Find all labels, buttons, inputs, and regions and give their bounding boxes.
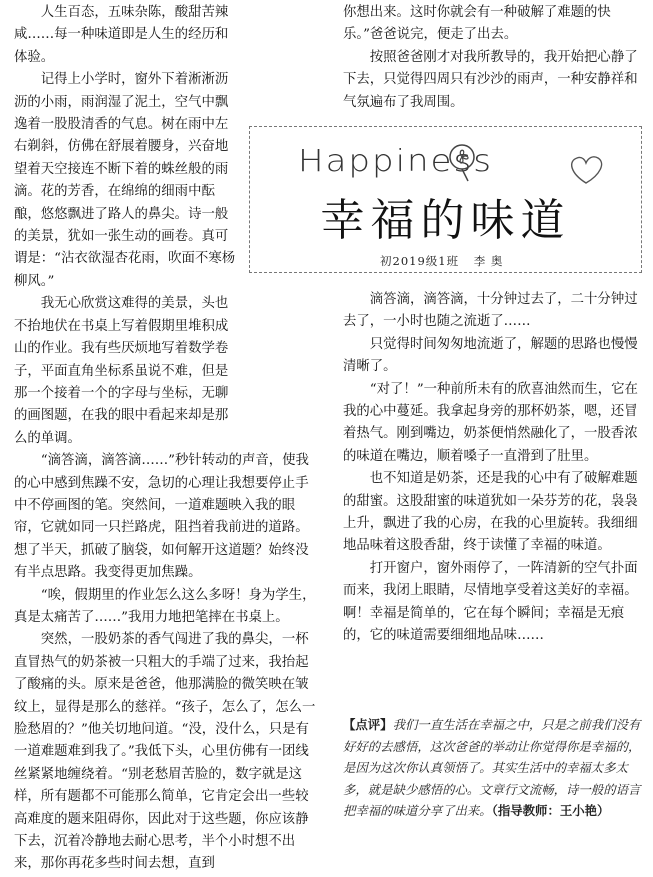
paragraph-10: “对了！”一种前所未有的欣喜油然而生，它在我的心中蔓延。我拿起身旁的那杯奶茶，嗯，还冒着热气。刚到嘴边，奶茶便悄然融化了，一股香浓的味道在嘴边，顺着嗓子一直滑到了肚里。 xyxy=(343,381,638,464)
right-column-main xyxy=(343,289,643,648)
comment-text: 我们一直生活在幸福之中，只是之前我们没有好好的去感悟，这次爸爸的举动让你觉得你是幸福的，是因为这次你认真领悟了。其实生活中的幸福太多太多，就是缺少感悟的心。文章行文流畅，诗一般的语言把幸福的味道分享了出来。 xyxy=(343,717,641,819)
byline xyxy=(380,253,513,269)
paragraph-8: 滴答滴，滴答滴，十分钟过去了，二十分钟过去了，一小时也随之流逝了…… xyxy=(343,292,638,330)
paragraph-continuation: 你想出来。这时你就会有一种破解了难题的快乐。”爸爸说完，便走了出去。 xyxy=(343,5,611,43)
heart-icon xyxy=(566,153,606,187)
author-name: 李 奥 xyxy=(473,254,504,268)
flower-icon xyxy=(446,141,480,183)
paragraph-11: 也不知道是奶茶，还是我的心中有了破解难题的甜蜜。这股甜蜜的味道犹如一朵芬芳的花，袅袅上升，飘进了我的心房，在我的心里旋转。我细细地品味着这股香甜，终于读懂了幸福的味道。 xyxy=(343,471,638,554)
editor-comment xyxy=(343,714,643,822)
paragraph-3: 我无心欣赏这难得的美景，头也不抬地伏在书桌上写着假期里堆积成山的作业。我有些厌烦地写着数学卷子，平面直角坐标系虽说不难，但是那一个接着一个的字母与坐标，无聊的画图题，在我的眼中看起来却是那么的单调。 xyxy=(14,296,229,446)
paragraph-2: 记得上小学时，窗外下着淅淅沥沥的小雨，雨润湿了泥土，空气中飘逸着一股股清香的气息。树在雨中左右剃斜，仿佛在舒展着腰身，兴奋地望着天空接连不断下着的蛛丝般的雨滴。花的芳香，在绵绵的细雨中酝酿，悠悠飘进了路人的鼻尖。诗一般的美景，犹如一张生动的画卷。真可谓是：“沾衣欲湿杏花雨，吹面不寒杨柳风。” xyxy=(14,72,236,289)
paragraph-9: 只觉得时间匆匆地流逝了，解题的思路也慢慢清晰了。 xyxy=(343,336,638,375)
comment-label: 【点评】 xyxy=(343,717,393,732)
paragraph-6: 突然，一股奶茶的香气闯进了我的鼻尖，一杯直冒热气的奶茶被一只粗大的手端了过来，我抬起了酸痛的头。原来是爸爸，他那满脸的微笑映在皱纹上，显得是那么的慈祥。“孩子，怎么了，怎么一脸愁眉的？”他关切地问道。“没，没什么，只是有一道难题难到我了。”我低下头，心里仿佛有一团线丝紧紧地缠绕着。“别老愁眉苦脸的，数字就是这样，所有题都不可能那么简单，它肯定会出一些较高难度的题来阻碍你，因此对于这些题，你应该静下去，沉着冷静地去耐心思考，半个小时想不出来，那你再花多些时间去想，直到 xyxy=(14,632,316,872)
paragraph-7: 按照爸爸刚才对我所教导的，我开始把心静了下去，只觉得四周只有沙沙的雨声，一种安静祥和气氛遍布了我周围。 xyxy=(343,49,638,110)
title-box xyxy=(249,126,642,273)
teacher-credit: （指导教师：王小艳） xyxy=(491,803,610,819)
paragraph-5: “唉，假期里的作业怎么这么多呀！身为学生，真是太痛苦了……”我用力地把笔摔在书桌上。 xyxy=(14,587,316,625)
class-label: 初2019级1班 xyxy=(380,254,460,268)
paragraph-12: 打开窗户，窗外雨停了，一阵清新的空气扑面而来，我闭上眼睛，尽情地享受着这美好的幸福。啊！幸福是简单的，它在每个瞬间；幸福是无痕的，它的味道需要细细地品味…… xyxy=(343,560,638,644)
happiness-heading: Happiness xyxy=(298,143,493,179)
paragraph-1: 人生百态，五味杂陈，酸甜苦辣咸……每一种味道即是人生的经历和体验。 xyxy=(14,5,229,65)
article-title: 幸福的味道 xyxy=(320,195,571,246)
paragraph-4: “滴答滴，滴答滴……”秒针转动的声音，使我的心中感到焦躁不安，急切的心理让我想要停止手中不停画图的笔。突然间，一道难题映入我的眼帘，它就如同一只拦路虎，阻挡着我前进的道路。想了半天，抓破了脑袋，如何解开这道题？始终没有半点思路。我变得更加焦躁。 xyxy=(14,453,309,581)
right-column-top xyxy=(343,2,643,114)
